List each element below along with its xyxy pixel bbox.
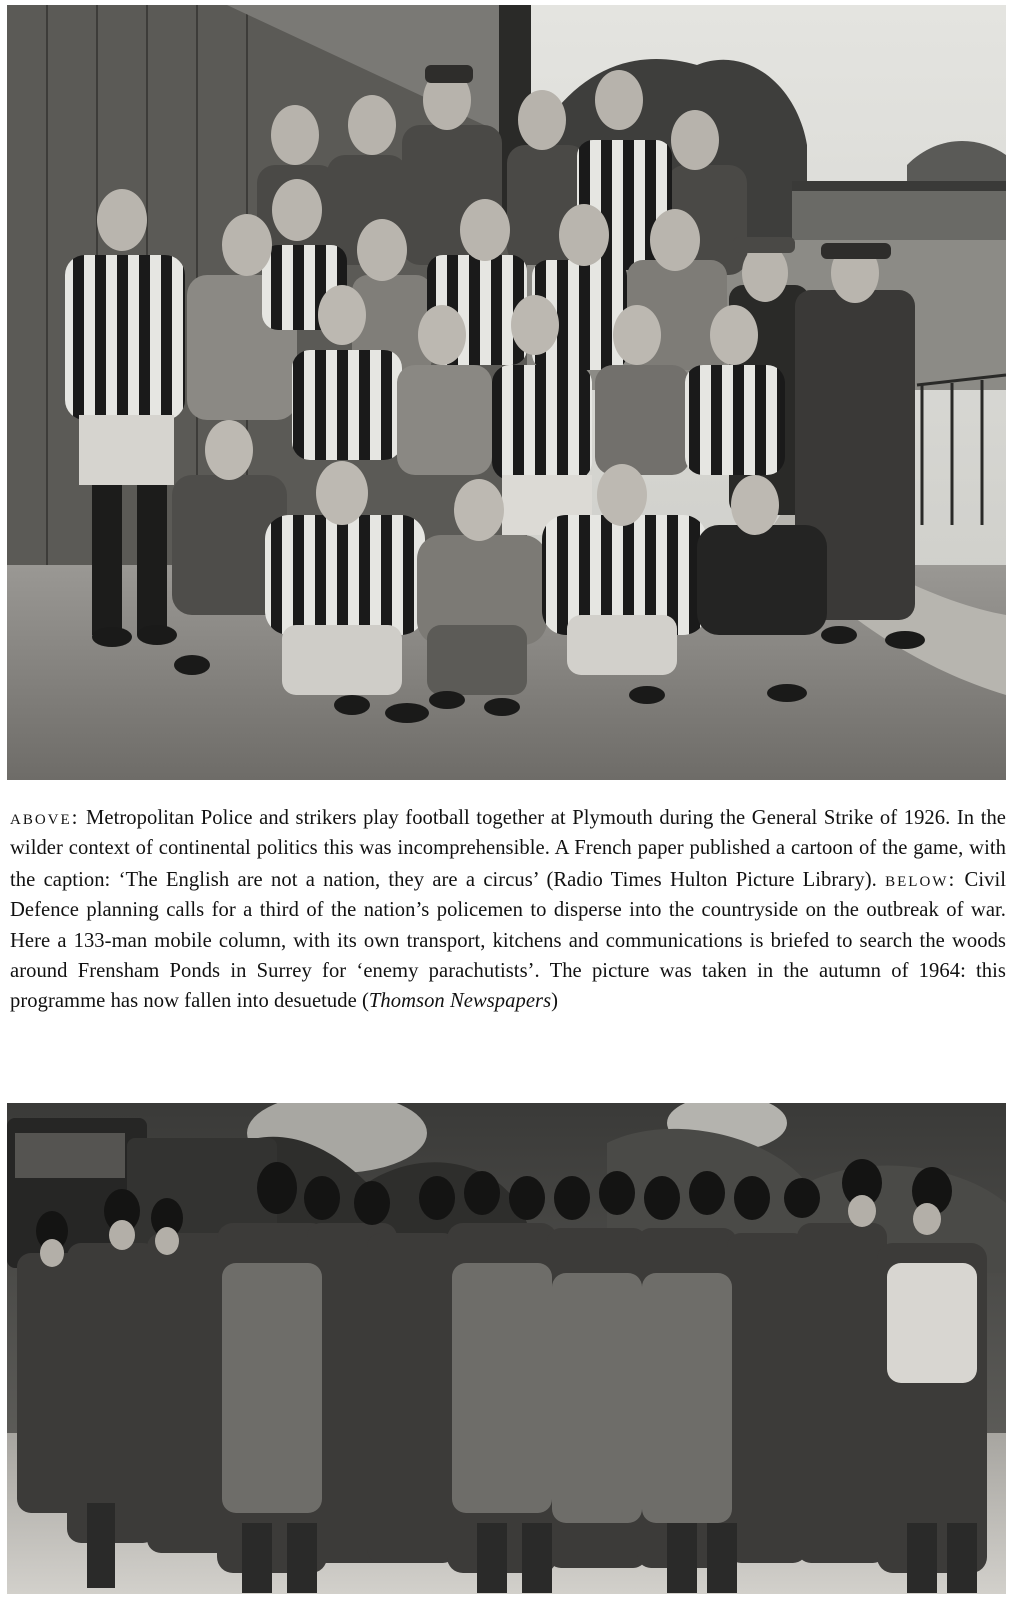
photo-caption (10, 802, 1006, 1017)
football-team-photo-drawing (7, 5, 1006, 780)
police-briefing-photograph (7, 1103, 1006, 1594)
caption-above-label: above: (10, 805, 80, 829)
police-briefing-photo-drawing (7, 1103, 1006, 1594)
caption-below-text: Civil Defence planning calls for a third of the nation’s policemen to disperse into the countryside on the outbreak of war. Here a 133-man mobile column, with its own transport, kitchens and communications is briefed to search the woods around Frensham Ponds in Surrey for ‘enemy parachutists’. The picture was taken in the autumn of 1964: this programme has now fallen into desuetude ( (10, 868, 1006, 1013)
caption-closing: ) (551, 990, 559, 1013)
caption-credit-italic: Thomson Newspapers (368, 990, 552, 1013)
caption-above-text: Metropolitan Police and strikers play football together at Plymouth during the General Strike of 1926. In the wilder context of continental politics this was incomprehensible. A French paper published a cartoon of the game, with the caption: ‘The English are not a nation, they are a circus’ (Radio Times Hulton Picture Library). (10, 807, 1006, 891)
caption-below-label: below: (885, 866, 957, 891)
football-team-photograph (7, 5, 1006, 780)
